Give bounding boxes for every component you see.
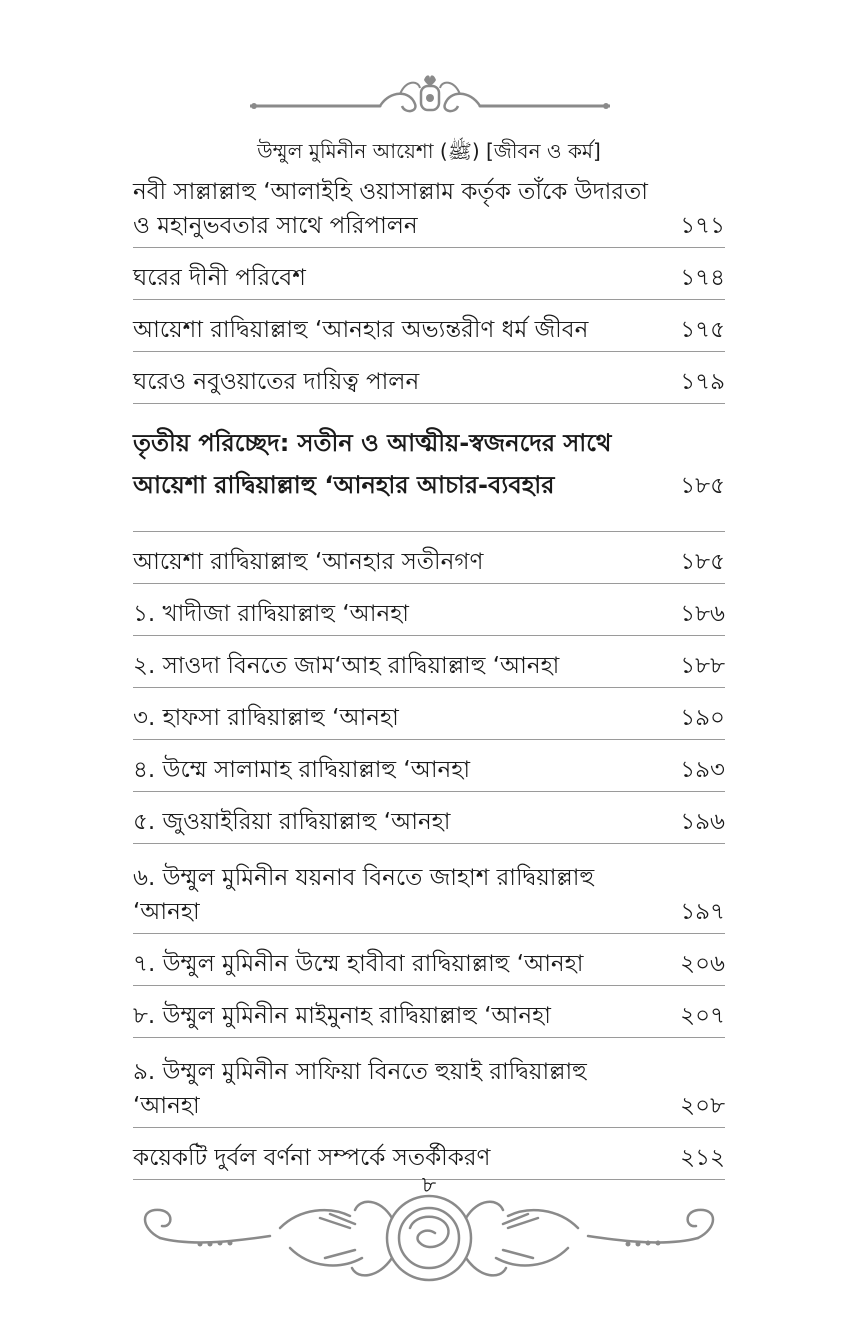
- toc-entry-title: ৫. জুওয়াইরিয়া রাদ্বিয়াল্লাহু ‘আনহা: [133, 809, 451, 835]
- toc-entry: [133, 248, 725, 300]
- toc-entry-title: ১. খাদীজা রাদ্বিয়াল্লাহু ‘আনহা: [133, 601, 409, 627]
- page-number: ৮: [421, 1173, 437, 1198]
- toc-entry-page: ১৯০: [680, 705, 725, 731]
- toc-entry-page: ২১২: [680, 1145, 725, 1171]
- toc-entry-title: কয়েকটি দুর্বল বর্ণনা সম্পর্কে সতর্কীকরণ: [133, 1145, 491, 1171]
- toc-entry-title: আয়েশা রাদ্বিয়াল্লাহু ‘আনহার সতীনগণ: [133, 549, 484, 575]
- toc-entry-page: ১৭১: [680, 213, 725, 239]
- toc-entry: [133, 792, 725, 844]
- toc-entry-title: ৩. হাফসা রাদ্বিয়াল্লাহু ‘আনহা: [133, 705, 399, 731]
- toc-entry-title: ৪. উম্মে সালামাহ রাদ্বিয়াল্লাহু ‘আনহা: [133, 757, 471, 783]
- toc-entry: [133, 1038, 725, 1128]
- toc-entry: [133, 844, 725, 934]
- toc-entry: [133, 636, 725, 688]
- chapter-heading-line-1: তৃতীয় পরিচ্ছেদ: সতীন ও আত্মীয়-স্বজনদের সাথে: [133, 429, 612, 457]
- toc-entry: [133, 532, 725, 584]
- toc-entry-page: ১৯৩: [680, 757, 725, 783]
- toc-entry-page: ১৮৫: [680, 549, 725, 575]
- toc-entry-title: ৬. উম্মুল মুমিনীন যয়নাব বিনতে জাহাশ রাদ্বিয়াল্লাহু ‘আনহা: [133, 865, 595, 925]
- toc-entry-title: ৮. উম্মুল মুমিনীন মাইমুনাহ রাদ্বিয়াল্লাহু ‘আনহা: [133, 1003, 551, 1029]
- toc-entry: [133, 740, 725, 792]
- toc-entry-page: ১৮৬: [680, 601, 725, 627]
- toc-entry-page: ১৭৪: [680, 265, 725, 291]
- toc-entry-title: ৯. উম্মুল মুমিনীন সাফিয়া বিনতে হুয়াই রাদ্বিয়াল্লাহু ‘আনহা: [133, 1059, 587, 1119]
- toc-entry: [133, 172, 725, 248]
- chapter-heading: [133, 404, 725, 532]
- toc-entry-page: ১৭৫: [680, 317, 725, 343]
- table-of-contents: [133, 172, 725, 1180]
- toc-entry-title: ঘরের দীনী পরিবেশ: [133, 265, 306, 291]
- toc-entry: [133, 688, 725, 740]
- toc-entry-title: ঘরেও নবুওয়াতের দায়িত্ব পালন: [133, 369, 420, 395]
- toc-entry-page: ১৯৬: [680, 809, 725, 835]
- toc-entry-page: ১৭৯: [680, 369, 725, 395]
- toc-entry-title: নবী সাল্লাল্লাহু ‘আলাইহি ওয়াসাল্লাম কর্তৃক তাঁকে উদারতা ও মহানুভবতার সাথে পরিপালন: [133, 179, 648, 239]
- toc-entry-page: ১৮৮: [680, 653, 725, 679]
- toc-entry-page: ২০৮: [680, 1093, 725, 1119]
- chapter-heading-line-2: আয়েশা রাদ্বিয়াল্লাহু ‘আনহার আচার-ব্যবহার: [133, 471, 555, 499]
- toc-entry-page: ২০৬: [680, 951, 725, 977]
- top-ornament: [250, 70, 610, 120]
- book-title-header: উম্মুল মুমিনীন আয়েশা (ﷺ) [জীবন ও কর্ম]: [257, 139, 601, 163]
- toc-entry: [133, 934, 725, 986]
- toc-entry: [133, 584, 725, 636]
- toc-entry-title: আয়েশা রাদ্বিয়াল্লাহু ‘আনহার অভ্যন্তরীণ ধর্ম জীবন: [133, 317, 589, 343]
- toc-entry-title: ২. সাওদা বিনতে জাম‘আহ রাদ্বিয়াল্লাহু ‘আনহা: [133, 653, 560, 679]
- toc-entry: [133, 300, 725, 352]
- toc-entry: [133, 352, 725, 404]
- toc-entry-page: ১৯৭: [680, 899, 725, 925]
- toc-entry: [133, 986, 725, 1038]
- toc-entry-page: ২০৭: [680, 1003, 725, 1029]
- chapter-page: ১৮৫: [680, 473, 725, 499]
- bottom-rose-ornament: [130, 1188, 728, 1298]
- toc-entry-title: ৭. উম্মুল মুমিনীন উম্মে হাবীবা রাদ্বিয়াল্লাহু ‘আনহা: [133, 951, 584, 977]
